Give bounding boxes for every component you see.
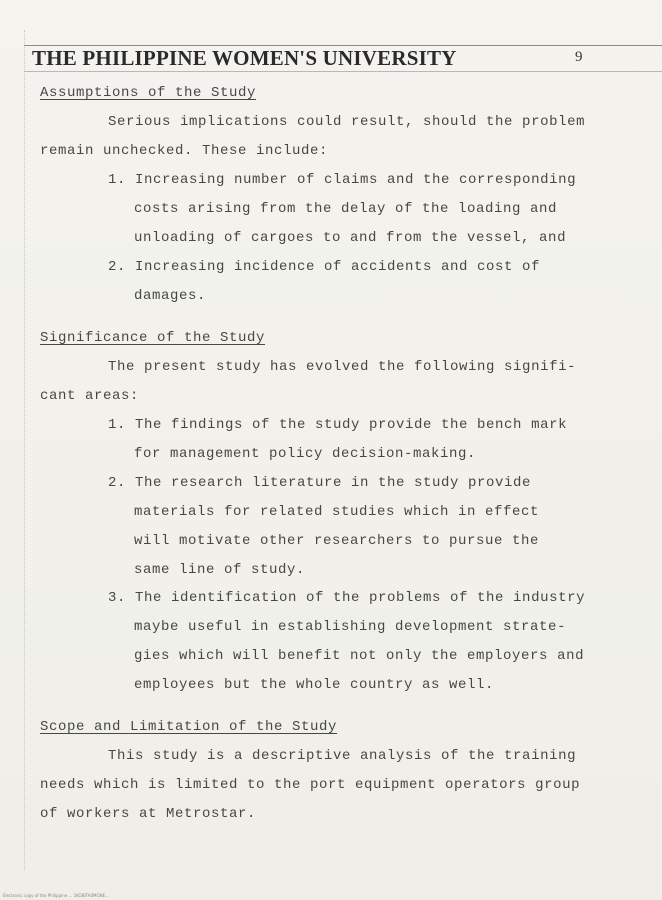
header-bottom-rule bbox=[24, 71, 662, 72]
list-item: 1. The findings of the study provide the bench mark bbox=[108, 417, 568, 433]
list-item-continuation: employees but the whole country as well. bbox=[134, 677, 495, 693]
section-heading-assumptions: Assumptions of the Study bbox=[40, 85, 257, 101]
list-item-continuation: unloading of cargoes to and from the vessel, and bbox=[134, 230, 567, 246]
list-item-continuation: will motivate other researchers to pursue the bbox=[134, 533, 540, 549]
paragraph-line: The present study has evolved the following signifi- bbox=[108, 359, 577, 375]
section-heading-significance: Significance of the Study bbox=[40, 330, 266, 346]
list-item: 3. The identification of the problems of the industry bbox=[108, 590, 586, 606]
list-item-continuation: damages. bbox=[134, 288, 207, 304]
list-item: 1. Increasing number of claims and the corresponding bbox=[108, 172, 577, 188]
scan-footer-note: Electronic copy of the Philippine ... 1KOBITA0MONE... bbox=[3, 893, 109, 898]
paragraph-line: remain unchecked. These include: bbox=[40, 143, 329, 159]
list-item-continuation: same line of study. bbox=[134, 562, 306, 578]
paragraph-line: cant areas: bbox=[40, 388, 140, 404]
university-header-title: THE PHILIPPINE WOMEN'S UNIVERSITY bbox=[32, 46, 457, 70]
page-number: 9 bbox=[575, 49, 583, 65]
margin-line bbox=[24, 30, 25, 870]
list-item-continuation: costs arising from the delay of the loading and bbox=[134, 201, 558, 217]
section-heading-scope: Scope and Limitation of the Study bbox=[40, 719, 338, 735]
paragraph-line: needs which is limited to the port equipment operators group bbox=[40, 777, 581, 793]
list-item: 2. Increasing incidence of accidents and cost of bbox=[108, 259, 541, 275]
list-item-continuation: materials for related studies which in effect bbox=[134, 504, 540, 520]
list-item-continuation: for management policy decision-making. bbox=[134, 446, 477, 462]
list-item: 2. The research literature in the study provide bbox=[108, 475, 532, 491]
paragraph-line: Serious implications could result, should the problem bbox=[108, 114, 586, 130]
list-item-continuation: maybe useful in establishing development strate- bbox=[134, 619, 567, 635]
list-item-continuation: gies which will benefit not only the employers and bbox=[134, 648, 585, 664]
paragraph-line: This study is a descriptive analysis of the training bbox=[108, 748, 577, 764]
paragraph-line: of workers at Metrostar. bbox=[40, 806, 257, 822]
